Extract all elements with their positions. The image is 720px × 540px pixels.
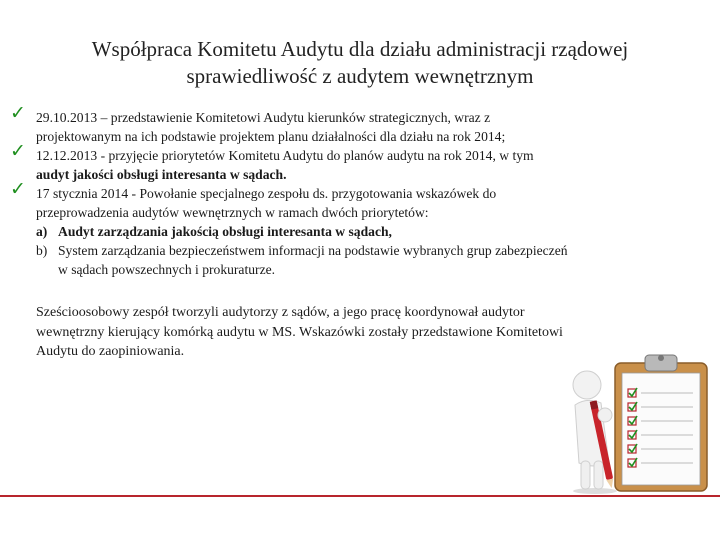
sub-item-text: System zarządzania bezpieczeństwem informacji na podstawie wybranych grup zabezpieczeń (58, 243, 568, 258)
bullet-item (10, 102, 690, 146)
bullet-item (10, 178, 690, 279)
bullet-line: audyt jakości obsługi interesanta w sądach. (36, 167, 287, 182)
checkmark-icon: ✓ (10, 178, 26, 200)
slide-title (30, 36, 690, 90)
checkmark-icon: ✓ (10, 102, 26, 124)
slide-title-line: sprawiedliwość z audytem wewnętrznym (186, 64, 534, 88)
sub-item-text: w sądach powszechnych i prokuraturze. (58, 262, 276, 277)
bullet-line: przeprowadzenia audytów wewnętrznych w ramach dwóch priorytetów: (36, 205, 429, 220)
bullet-line: 12.12.2013 - przyjęcie priorytetów Komitetu Audytu do planów audytu na rok 2014, w tym (36, 148, 534, 163)
bullet-line: projektowanym na ich podstawie projektem planu działalności dla działu na rok 2014; (36, 129, 506, 144)
person-with-clipboard-checklist-icon (565, 345, 715, 495)
sub-item-marker: b) (36, 243, 48, 258)
paragraph-line: Audytu do zaopiniowania. (36, 344, 185, 359)
bullet-line: 29.10.2013 – przedstawienie Komitetowi Audytu kierunków strategicznych, wraz z (36, 110, 491, 125)
sub-item-b (36, 241, 690, 260)
bullet-list (10, 102, 690, 279)
paragraph-line: wewnętrzny kierujący komórką audytu w MS. Wskazówki zostały przedstawione Komitetowi (36, 324, 563, 340)
bullet-item (10, 140, 690, 184)
checkmark-icon: ✓ (10, 140, 26, 162)
sub-item-text: Audyt zarządzania jakością obsługi interesanta w sądach, (58, 224, 392, 239)
sub-item-a (36, 222, 690, 241)
paragraph-line: Sześcioosobowy zespół tworzyli audytorzy z sądów, a jego pracę koordynował audytor (36, 305, 525, 320)
sub-item-marker: a) (36, 224, 48, 239)
bullet-line: 17 stycznia 2014 - Powołanie specjalnego zespołu ds. przygotowania wskazówek do (36, 186, 497, 201)
accent-divider (0, 495, 720, 497)
sub-item-b-cont (36, 260, 690, 279)
slide-title-line: Współpraca Komitetu Audytu dla działu administracji rządowej (91, 37, 629, 61)
